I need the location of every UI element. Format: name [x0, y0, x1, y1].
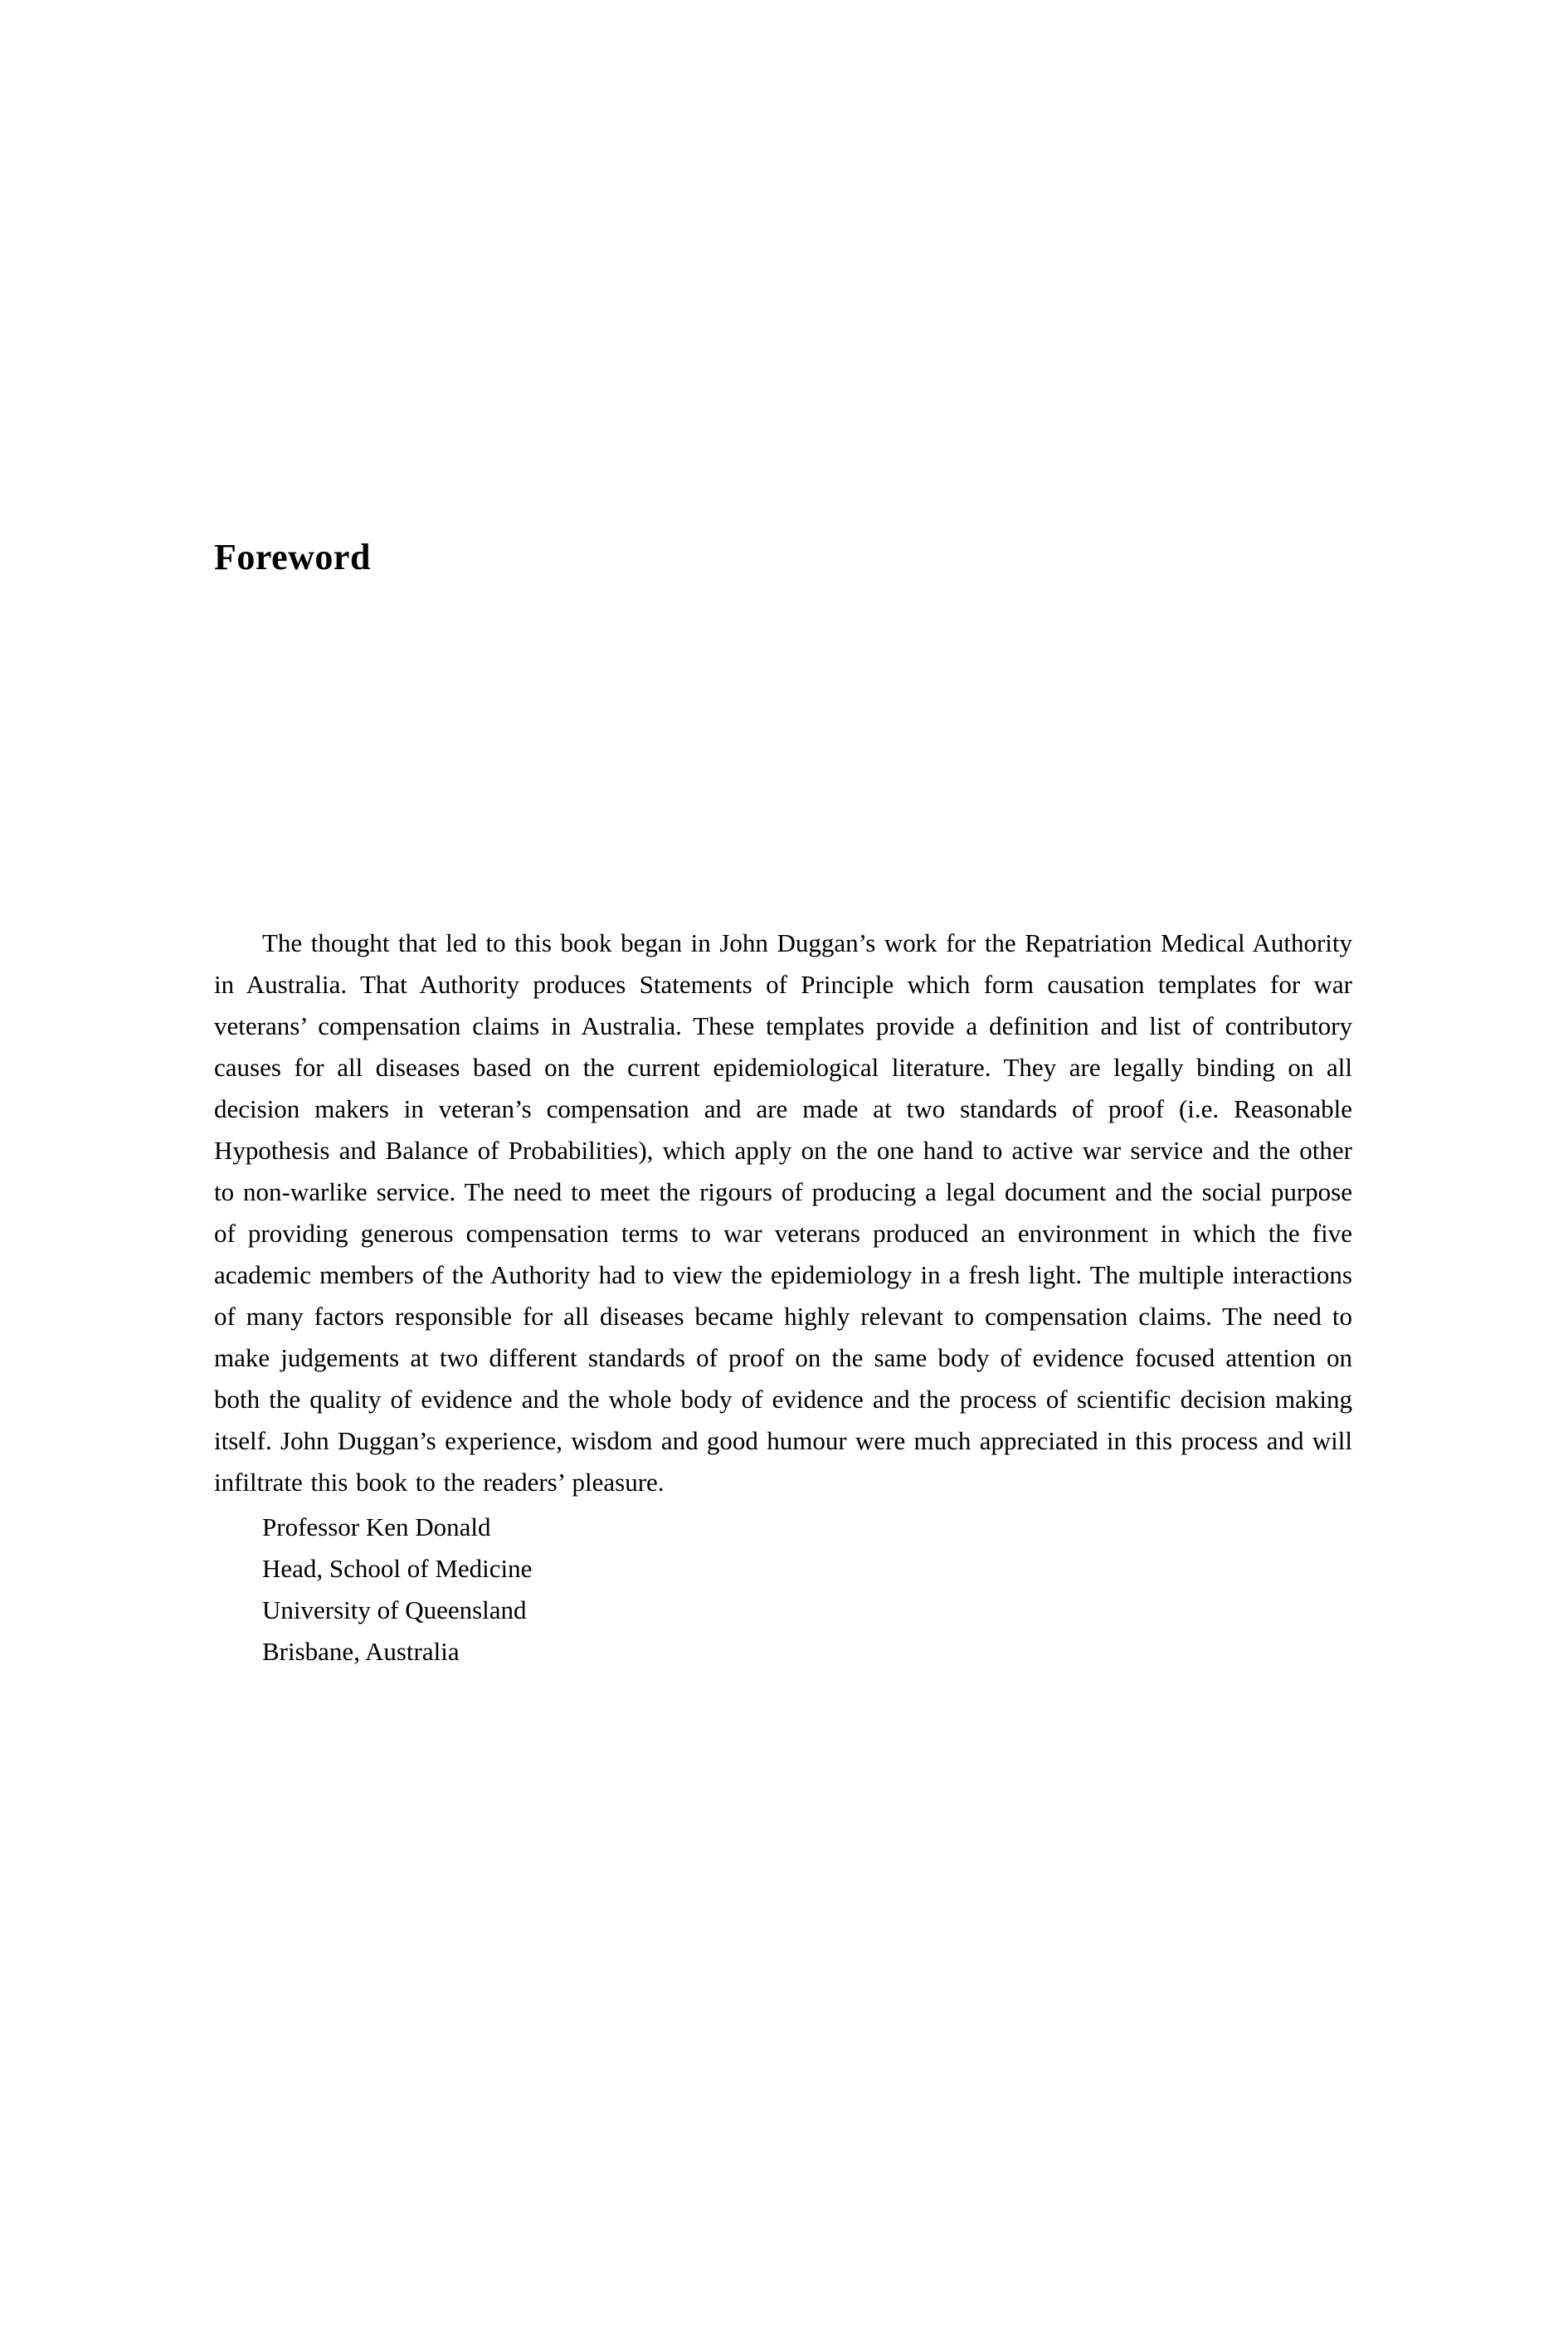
page-title: Foreword — [214, 537, 371, 577]
signature-line-location: Brisbane, Australia — [262, 1637, 460, 1667]
signature-block — [214, 1507, 1352, 1673]
signature-line-role: Head, School of Medicine — [262, 1554, 533, 1584]
foreword-paragraph: The thought that led to this book began in John Duggan’s work for the Repatriation Medical Authority in Australia. That Authority produces Statements of Principle which form causation templates for war veterans’ compensation claims in Australia. These templates provide a definition and list of contributory causes for all diseases based on the current epidemiological literature. They are legally binding on all decision makers in veteran’s compensation and are made at two standards of proof (i.e. Reasonable Hypothesis and Balance of Probabilities), which apply on the one hand to active war service and the other to non-warlike service. The need to meet the rigours of producing a legal document and the social purpose of providing generous compensation terms to war veterans produced an environment in which the five academic members of the Authority had to view the epidemiology in a fresh light. The multiple interactions of many factors responsible for all diseases became highly relevant to compensation claims. The need to make judgements at two different standards of proof on the same body of evidence focused attention on both the quality of evidence and the whole body of evidence and the process of scientific decision making itself. John Duggan’s experience, wisdom and good humour were much appreciated in this process and will infiltrate this book to the readers’ pleasure. — [214, 928, 1352, 1497]
signature-line-name: Professor Ken Donald — [262, 1512, 491, 1542]
page-content — [214, 538, 1352, 1673]
signature-line-institution: University of Queensland — [262, 1595, 527, 1625]
